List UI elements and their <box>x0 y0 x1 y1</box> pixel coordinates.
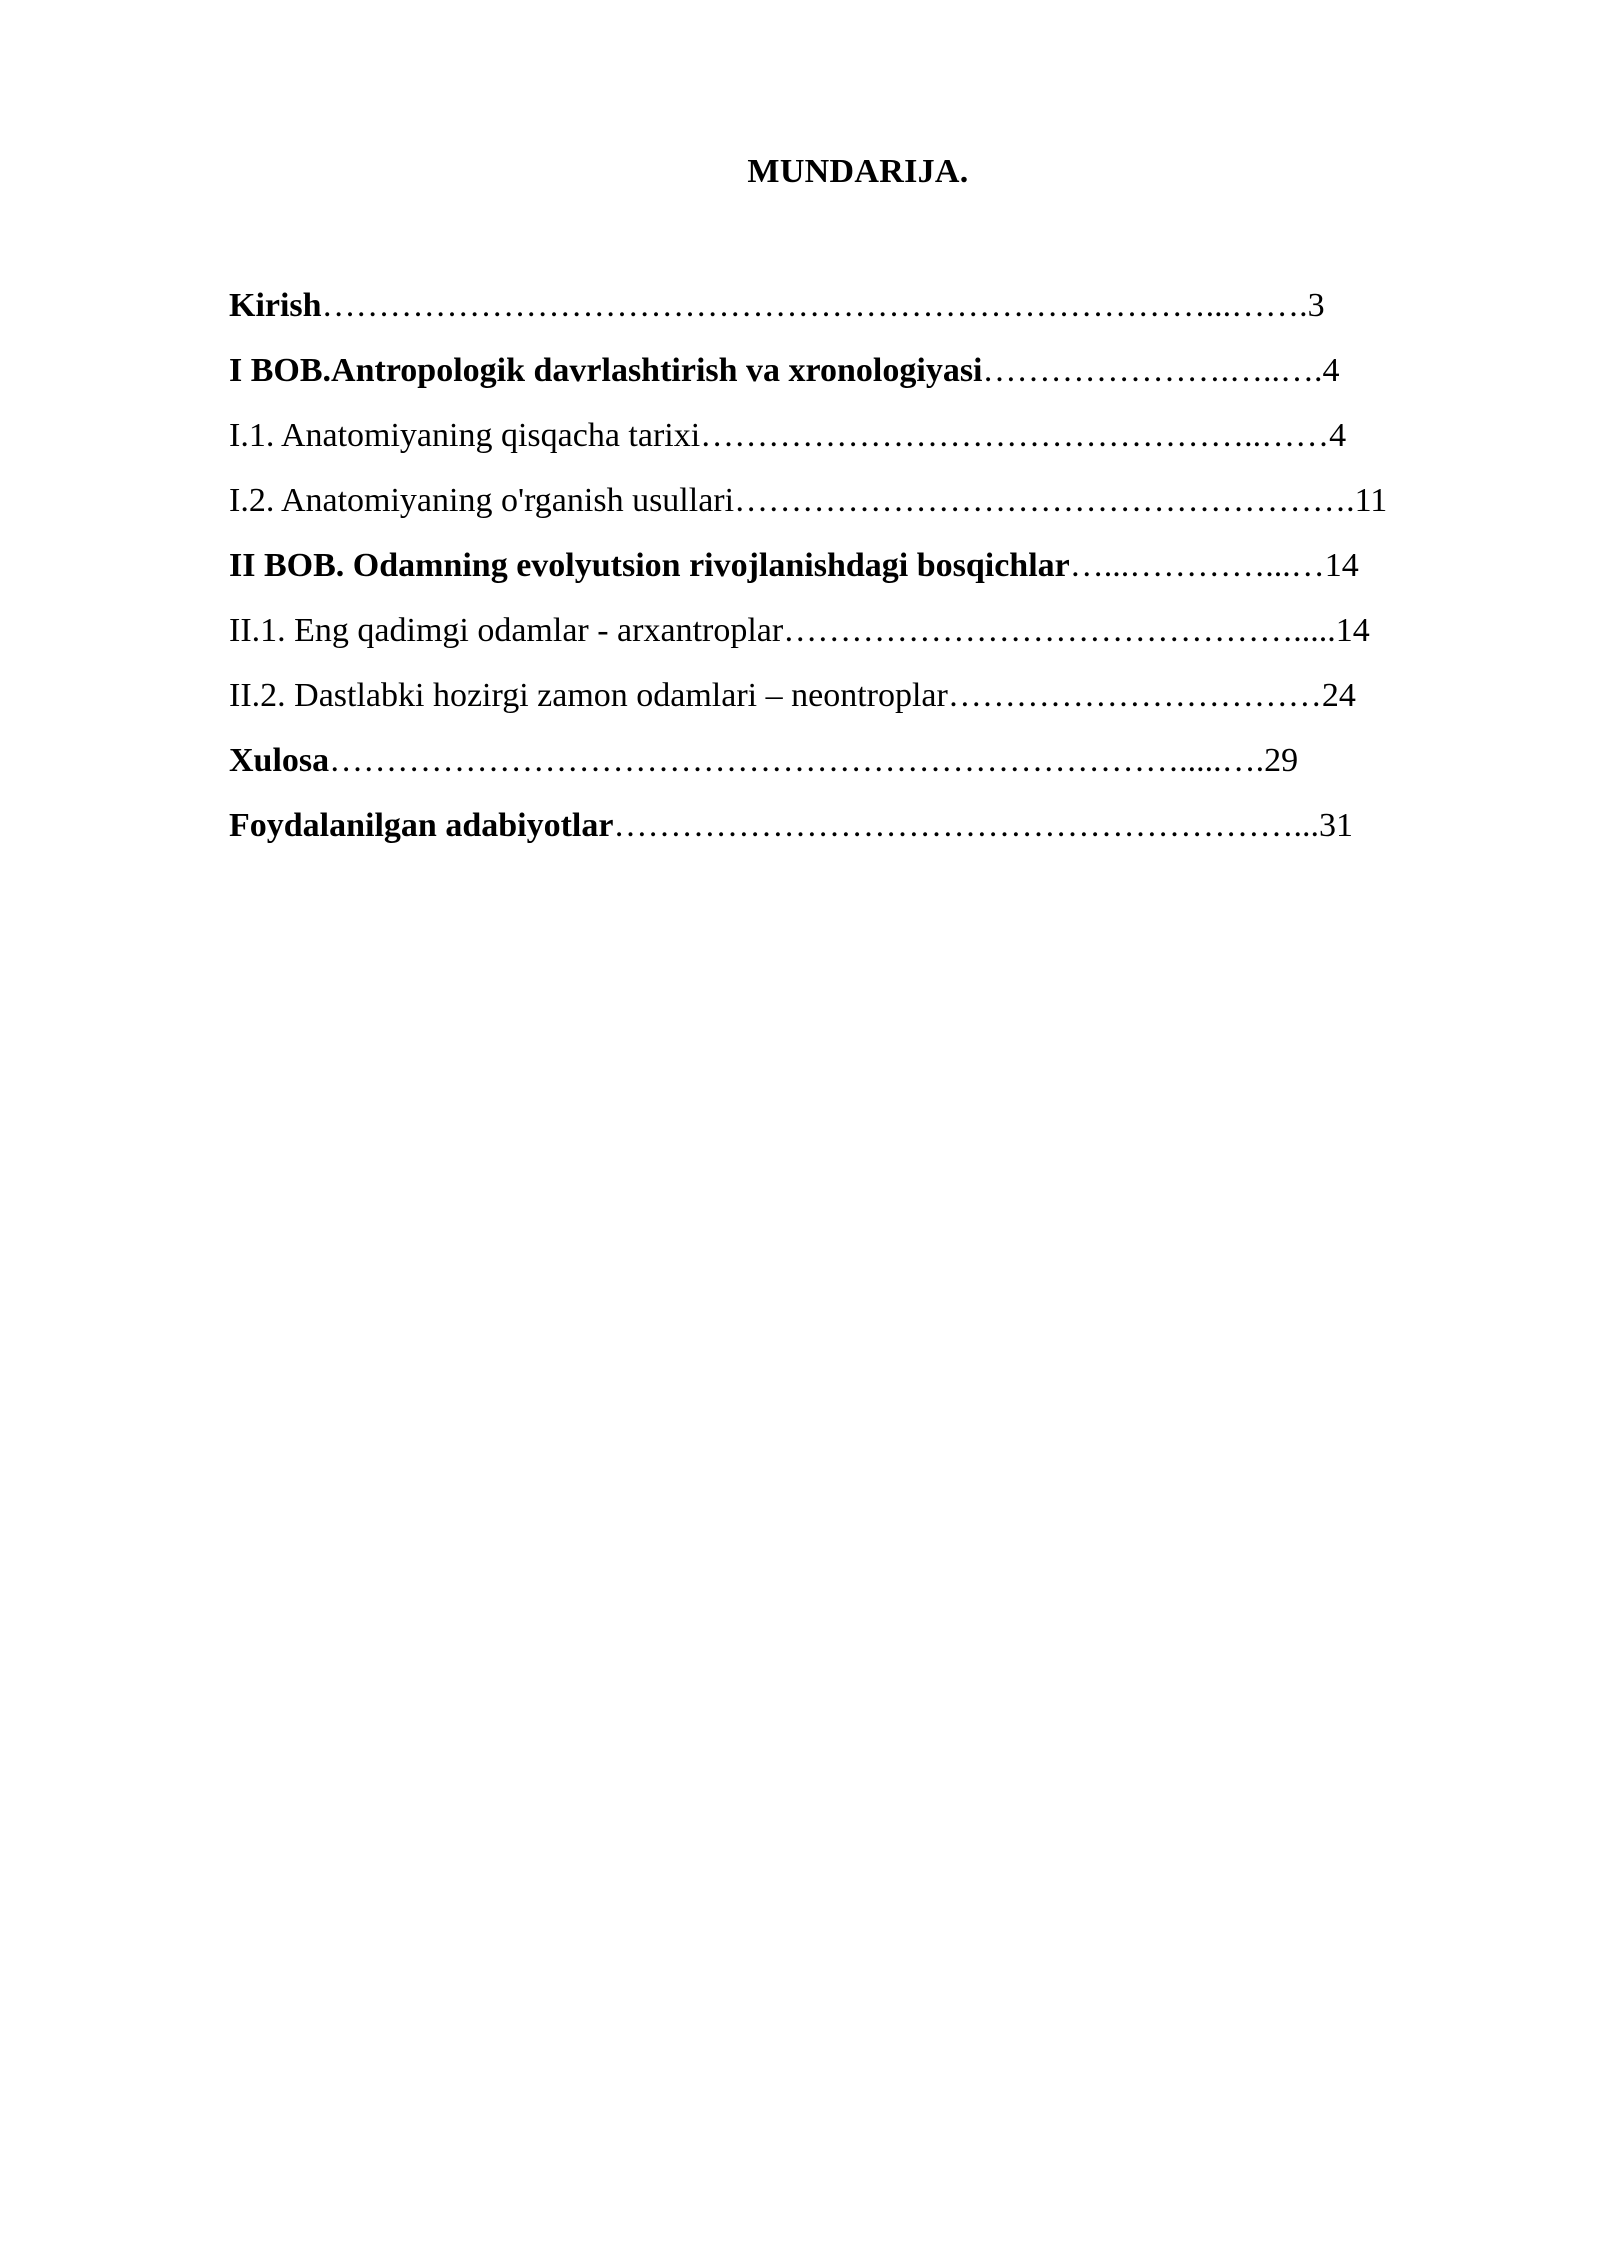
toc-entry-page: 31 <box>1318 807 1353 844</box>
toc-entry-leader: ………………….…..…. <box>982 352 1323 389</box>
toc-entry-page: 4 <box>1329 417 1347 454</box>
toc-entry-label: I.1. Anatomiyaning qisqacha tarixi <box>229 417 701 454</box>
toc-entry-leader: ……………………………………………………………………...……. <box>321 287 1308 324</box>
toc-entry-leader: ………………………………………………. <box>734 482 1355 519</box>
toc-entry-leader: …………………………………………..…… <box>700 417 1330 454</box>
toc-entry-section-2-1[interactable] <box>229 607 1489 672</box>
toc-entry-leader: …...…………...… <box>1069 547 1325 584</box>
toc-entry-label: II BOB. Odamning evolyutsion rivojlanishdagi bosqichlar <box>229 547 1070 584</box>
toc-entry-page: 3 <box>1307 287 1325 324</box>
toc-entry-kirish[interactable] <box>229 282 1489 347</box>
toc-entry-page: 11 <box>1354 482 1388 519</box>
toc-entry-leader: ………………………………………..... <box>783 612 1336 649</box>
toc-entry-references[interactable] <box>229 802 1489 867</box>
toc-entry-section-1-2[interactable] <box>229 477 1489 542</box>
toc-entry-label: Foydalanilgan adabiyotlar <box>229 807 614 844</box>
toc-entry-chapter-2[interactable] <box>229 542 1489 607</box>
toc-entry-xulosa[interactable] <box>229 737 1489 802</box>
toc-entry-label: I.2. Anatomiyaning o'rganish usullari <box>229 482 735 519</box>
toc-entry-label: I BOB.Antropologik davrlashtirish va xronologiyasi <box>229 352 983 389</box>
toc-entry-label: Kirish <box>229 287 322 324</box>
toc-entry-page: 4 <box>1322 352 1340 389</box>
toc-entry-leader: ………………………………………………………………….....…. <box>329 742 1265 779</box>
toc-entry-label: II.2. Dastlabki hozirgi zamon odamlari – neontroplar <box>229 677 948 714</box>
toc-entry-section-2-2[interactable] <box>229 672 1489 737</box>
toc-entry-label: II.1. Eng qadimgi odamlar - arxantroplar <box>229 612 784 649</box>
toc-entry-chapter-1[interactable] <box>229 347 1489 412</box>
toc-entry-leader: ……………………………………………………... <box>613 807 1319 844</box>
toc-entry-page: 14 <box>1324 547 1359 584</box>
toc-entry-page: 29 <box>1264 742 1299 779</box>
toc-entry-label: Xulosa <box>229 742 330 779</box>
toc-entry-page: 14 <box>1335 612 1370 649</box>
toc-entry-leader: …………………………… <box>947 677 1322 714</box>
table-of-contents <box>229 282 1489 867</box>
toc-entry-section-1-1[interactable] <box>229 412 1489 477</box>
toc-entry-page: 24 <box>1321 677 1356 714</box>
page-title: MUNDARIJA. <box>747 153 969 190</box>
